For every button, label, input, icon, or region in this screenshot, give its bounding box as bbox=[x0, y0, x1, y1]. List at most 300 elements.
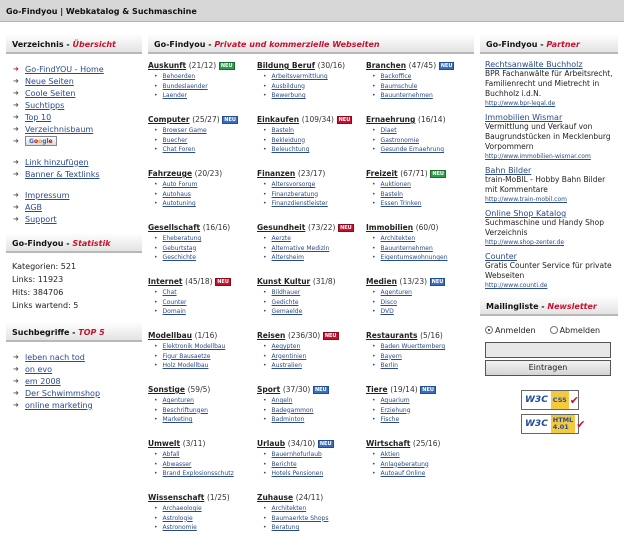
search-term-item bbox=[13, 375, 142, 387]
new-badge-icon: NEU bbox=[314, 387, 327, 393]
subcategory-item bbox=[154, 460, 251, 470]
subcategory-link[interactable]: Figur Bausaetze bbox=[162, 352, 211, 360]
category-block bbox=[257, 493, 360, 547]
subcategory-link[interactable]: Disco bbox=[380, 298, 397, 306]
search-term-link[interactable]: online marketing bbox=[25, 400, 93, 410]
radio-subscribe-label: Anmelden bbox=[495, 325, 536, 335]
search-term-link[interactable]: em 2008 bbox=[25, 376, 61, 386]
subcategory-item bbox=[263, 514, 360, 524]
arrow-right-icon: ➜ bbox=[13, 158, 19, 166]
subcategory-item bbox=[263, 307, 360, 317]
subcategory-link[interactable]: Autohaus bbox=[162, 190, 191, 198]
nav-link[interactable]: Neue Seiten bbox=[25, 76, 74, 86]
directory-header: Go-Findyou - Private und kommerzielle Webseiten bbox=[148, 34, 474, 54]
partner-entry bbox=[485, 60, 618, 108]
category-count: (30/16) bbox=[317, 61, 346, 70]
subcategory-link[interactable]: Bundeslaender bbox=[162, 82, 208, 90]
arrow-right-icon: ➜ bbox=[13, 137, 19, 145]
subcategory-link[interactable]: Baumaerkte Shops bbox=[271, 514, 329, 522]
subcategory-link[interactable]: Fische bbox=[380, 416, 400, 423]
subcategory-item bbox=[263, 136, 360, 146]
subcategory-link[interactable]: Baumschule bbox=[380, 82, 418, 90]
arrow-right-icon: ➜ bbox=[13, 170, 19, 178]
new-badge-icon: NEU bbox=[432, 171, 444, 177]
category-link[interactable]: Computer bbox=[148, 115, 190, 124]
subcategory-list bbox=[148, 504, 251, 533]
nav-item bbox=[13, 123, 142, 135]
category-title bbox=[257, 331, 360, 342]
subcategory-item bbox=[263, 460, 360, 470]
subcategory-link[interactable]: Angeln bbox=[271, 397, 293, 404]
category-count: (67/71) bbox=[400, 169, 428, 178]
subcategory-link[interactable]: Australien bbox=[271, 362, 302, 369]
subcategory-list bbox=[148, 126, 251, 155]
main-nav bbox=[6, 54, 142, 225]
partner-entry bbox=[485, 166, 618, 204]
new-badge-icon: NEU bbox=[324, 333, 337, 339]
subcategory-item bbox=[154, 136, 251, 146]
subcategory-item bbox=[372, 180, 469, 190]
subcategory-list bbox=[257, 450, 360, 479]
category-title bbox=[366, 61, 469, 72]
partner-url-link[interactable]: http://www.immobilien-wismar.com bbox=[485, 153, 591, 160]
subcategory-link[interactable]: Marketing bbox=[162, 416, 193, 423]
category-title bbox=[366, 277, 469, 288]
subcategory-link[interactable]: Agenturen bbox=[380, 289, 412, 296]
subcategory-item bbox=[263, 244, 360, 254]
subcategory-link[interactable]: Chat bbox=[162, 289, 177, 296]
subcategory-link[interactable]: Gemaelde bbox=[271, 308, 303, 315]
subcategory-link[interactable]: Bekleidung bbox=[271, 136, 306, 144]
subcategory-link[interactable]: Geburtstag bbox=[162, 244, 197, 252]
category-block bbox=[366, 115, 469, 169]
subcategory-link[interactable]: Architekten bbox=[380, 235, 416, 242]
subcategory-link[interactable]: Bauunternehmen bbox=[380, 92, 433, 99]
spacer bbox=[13, 180, 142, 189]
new-badge-icon: NEU bbox=[422, 387, 434, 393]
category-link[interactable]: Branchen bbox=[366, 61, 407, 70]
right-sidebar bbox=[480, 34, 618, 434]
partner-entry bbox=[485, 252, 618, 290]
subcategory-item bbox=[154, 180, 251, 190]
category-block bbox=[148, 385, 251, 439]
partner-url bbox=[485, 195, 618, 204]
category-link[interactable]: Immobilien bbox=[366, 223, 414, 232]
radio-unsubscribe-label: Abmelden bbox=[559, 325, 601, 335]
newsletter-email-input[interactable] bbox=[485, 342, 611, 358]
subcategory-list bbox=[148, 180, 251, 209]
nav-link[interactable]: Top 10 bbox=[25, 112, 52, 122]
category-link[interactable]: Internet bbox=[148, 277, 183, 286]
subcategory-link[interactable]: Basteln bbox=[380, 190, 403, 198]
category-link[interactable]: Tiere bbox=[366, 385, 388, 394]
nav-link[interactable]: Banner & Textlinks bbox=[25, 169, 100, 179]
category-link[interactable]: Kunst Kultur bbox=[257, 277, 311, 286]
subcategory-item bbox=[263, 469, 360, 479]
nav-link[interactable]: Go-FindYOU - Home bbox=[25, 64, 104, 74]
subcategory-link[interactable]: Bayern bbox=[380, 352, 402, 360]
nav-link[interactable]: Suchtipps bbox=[25, 100, 65, 110]
nav-item bbox=[13, 63, 142, 75]
partner-title-link[interactable]: Rechtsanwälte Buchholz bbox=[485, 60, 583, 69]
category-title bbox=[148, 385, 251, 396]
subcategory-item bbox=[263, 82, 360, 92]
category-link[interactable]: Finanzen bbox=[257, 169, 296, 178]
partner-url-link[interactable]: http://www.counti.de bbox=[485, 282, 548, 289]
subcategory-link[interactable]: Baden Wuerttemberg bbox=[380, 343, 446, 350]
subcategory-item bbox=[263, 298, 360, 308]
subcategory-link[interactable]: Autotuning bbox=[162, 200, 196, 207]
category-title bbox=[148, 439, 251, 450]
subcategory-item bbox=[154, 126, 251, 136]
subcategory-link[interactable]: Archaeologie bbox=[162, 505, 202, 512]
category-count: (25/16) bbox=[412, 439, 441, 448]
subcategory-link[interactable]: Finanzdienstleister bbox=[271, 200, 328, 207]
arrow-right-icon: ➜ bbox=[13, 89, 19, 97]
subcategory-list bbox=[148, 288, 251, 317]
subcategory-link[interactable]: Backoffice bbox=[380, 73, 412, 80]
subcategory-link[interactable]: Buecher bbox=[162, 136, 188, 144]
search-term-link[interactable]: leben nach tod bbox=[25, 352, 85, 362]
subcategory-link[interactable]: Essen Trinken bbox=[380, 200, 422, 207]
subcategory-item bbox=[154, 199, 251, 209]
subcategory-link[interactable]: Berichte bbox=[271, 460, 297, 468]
statistics bbox=[6, 253, 142, 314]
subcategory-link[interactable]: Bildhauer bbox=[271, 289, 301, 296]
subcategory-item bbox=[154, 298, 251, 308]
radio-unsubscribe[interactable] bbox=[550, 326, 558, 334]
subcategory-list bbox=[148, 450, 251, 479]
subcategory-link[interactable]: Chat Foren bbox=[162, 146, 196, 153]
subcategory-list bbox=[366, 450, 469, 479]
subcategory-item bbox=[154, 288, 251, 298]
subcategory-link[interactable]: Aegypten bbox=[271, 343, 301, 350]
category-link[interactable]: Gesellschaft bbox=[148, 223, 201, 232]
subcategory-item bbox=[372, 199, 469, 209]
arrow-right-icon: ➜ bbox=[13, 365, 19, 373]
category-directory bbox=[148, 34, 474, 547]
nav-link[interactable]: AGB bbox=[25, 202, 43, 212]
category-link[interactable]: Wissenschaft bbox=[148, 493, 205, 502]
subcategory-link[interactable]: Bauernhofurlaub bbox=[271, 451, 322, 458]
subcategory-item bbox=[154, 244, 251, 254]
subcategory-link[interactable]: Abfall bbox=[162, 451, 180, 458]
subcategory-item bbox=[372, 450, 469, 460]
subcategory-item bbox=[372, 396, 469, 406]
category-title bbox=[148, 169, 251, 180]
category-title bbox=[257, 277, 360, 288]
nav-link[interactable]: Support bbox=[25, 214, 57, 224]
subcategory-link[interactable]: Argentinien bbox=[271, 352, 307, 360]
subcategory-item bbox=[263, 523, 360, 533]
subcategory-link[interactable]: Gastronomie bbox=[380, 136, 420, 144]
subcategory-item bbox=[263, 126, 360, 136]
subcategory-link[interactable]: Elektronik Modellbau bbox=[162, 343, 226, 350]
subcategory-link[interactable]: Bewerbung bbox=[271, 92, 306, 99]
category-link[interactable]: Medien bbox=[366, 277, 397, 286]
subcategory-item bbox=[154, 342, 251, 352]
category-count: (24/11) bbox=[295, 493, 324, 502]
subcategory-list bbox=[148, 72, 251, 101]
subcategory-link[interactable]: Browser Game bbox=[162, 127, 207, 134]
category-count: (1/16) bbox=[194, 331, 218, 340]
newsletter-submit-button[interactable]: Eintragen bbox=[485, 360, 611, 376]
subcategory-link[interactable]: Erziehung bbox=[380, 406, 411, 414]
category-link[interactable]: Sonstige bbox=[148, 385, 185, 394]
subcategory-item bbox=[263, 361, 360, 371]
partner-entry bbox=[485, 209, 618, 247]
subcategory-link[interactable]: Domain bbox=[162, 308, 186, 315]
category-link[interactable]: Ernaehrung bbox=[366, 115, 416, 124]
nav-item bbox=[13, 189, 142, 201]
left-sidebar bbox=[6, 34, 142, 411]
category-link[interactable]: Reisen bbox=[257, 331, 286, 340]
subcategory-link[interactable]: Gedichte bbox=[271, 298, 299, 306]
category-count: (16/14) bbox=[418, 115, 446, 124]
new-badge-icon: NEU bbox=[431, 279, 444, 285]
subcategory-list bbox=[366, 234, 469, 263]
arrow-right-icon: ➜ bbox=[13, 191, 19, 199]
subcategory-link[interactable]: Geschichte bbox=[162, 254, 196, 261]
subcategory-link[interactable]: Basteln bbox=[271, 127, 294, 134]
subcategory-link[interactable]: Anlageberatung bbox=[380, 460, 429, 468]
category-link[interactable]: Urlaub bbox=[257, 439, 286, 448]
nav-item bbox=[13, 75, 142, 87]
subcategory-link[interactable]: Counter bbox=[162, 298, 187, 306]
subcategory-link[interactable]: Autoauf Online bbox=[380, 470, 426, 477]
subcategory-item bbox=[154, 91, 251, 101]
subcategory-link[interactable]: Behoerden bbox=[162, 73, 196, 80]
partner-title-link[interactable]: Counter bbox=[485, 252, 517, 261]
subcategory-link[interactable]: Beleuchtung bbox=[271, 146, 310, 153]
subcategory-item bbox=[372, 234, 469, 244]
category-block bbox=[257, 61, 360, 115]
partner-title-link[interactable]: Immobilien Wismar bbox=[485, 113, 563, 122]
partner-entry bbox=[485, 113, 618, 161]
new-badge-icon: NEU bbox=[440, 63, 453, 69]
partner-description: Gratis Counter Service für private Webseiten bbox=[485, 261, 612, 280]
category-link[interactable]: Fahrzeuge bbox=[148, 169, 193, 178]
category-count: (5/16) bbox=[420, 331, 443, 340]
category-block bbox=[366, 331, 469, 385]
partner-header: Go-Findyou - Partner bbox=[480, 34, 618, 54]
verzeichnis-header: Verzeichnis - Übersicht bbox=[6, 34, 142, 54]
category-title bbox=[257, 385, 360, 396]
search-term-item bbox=[13, 399, 142, 411]
subcategory-link[interactable]: Eigentumswohnungen bbox=[380, 254, 448, 261]
subcategory-link[interactable]: Architekten bbox=[271, 505, 307, 512]
subcategory-item bbox=[154, 504, 251, 514]
subcategory-list bbox=[366, 180, 469, 209]
subcategory-link[interactable]: Abwasser bbox=[162, 460, 192, 468]
radio-subscribe[interactable] bbox=[485, 326, 493, 334]
subcategory-link[interactable]: Holz Modellbau bbox=[162, 362, 209, 369]
subcategory-link[interactable]: Auktionen bbox=[380, 181, 411, 188]
category-block bbox=[148, 277, 251, 331]
subcategory-link[interactable]: Berlin bbox=[380, 362, 398, 369]
category-count: (3/11) bbox=[182, 439, 206, 448]
subcategory-link[interactable]: Auto Forum bbox=[162, 181, 198, 188]
subcategory-item bbox=[263, 253, 360, 263]
category-link[interactable]: Bildung Beruf bbox=[257, 61, 315, 70]
subcategory-link[interactable]: Badminton bbox=[271, 416, 305, 423]
subcategory-list bbox=[366, 342, 469, 371]
subcategory-item bbox=[154, 253, 251, 263]
subcategory-item bbox=[263, 91, 360, 101]
arrow-right-icon: ➜ bbox=[13, 101, 19, 109]
subcategory-item bbox=[263, 352, 360, 362]
new-badge-icon: NEU bbox=[319, 441, 332, 447]
subcategory-list bbox=[257, 180, 360, 209]
category-block bbox=[366, 385, 469, 439]
subcategory-link[interactable]: Altersvorsorge bbox=[271, 181, 316, 188]
newsletter-radio-group bbox=[485, 324, 618, 336]
partner-url-link[interactable]: http://www.train-mobil.com bbox=[485, 196, 567, 203]
category-block bbox=[257, 385, 360, 439]
subcategory-item bbox=[154, 523, 251, 533]
arrow-right-icon: ➜ bbox=[13, 77, 19, 85]
w3c-css-badge[interactable]: W3C CSS ✔ bbox=[521, 390, 579, 410]
category-count: (109/34) bbox=[301, 115, 334, 124]
subcategory-link[interactable]: Beschriftungen bbox=[162, 406, 208, 414]
category-link[interactable]: Wirtschaft bbox=[366, 439, 411, 448]
category-link[interactable]: Freizeit bbox=[366, 169, 398, 178]
subcategory-link[interactable]: Laender bbox=[162, 92, 188, 99]
category-block bbox=[257, 223, 360, 277]
arrow-right-icon: ➜ bbox=[13, 353, 19, 361]
category-link[interactable]: Restaurants bbox=[366, 331, 418, 340]
subcategory-link[interactable]: Alternative Medizin bbox=[271, 244, 330, 252]
partner-description: Vermittlung und Verkauf von Baugrundstücken in Mecklenburg Vorpommern bbox=[485, 122, 611, 151]
nav-link[interactable]: Coole Seiten bbox=[25, 88, 76, 98]
subcategory-list bbox=[257, 342, 360, 371]
category-link[interactable]: Modellbau bbox=[148, 331, 192, 340]
category-count: (45/18) bbox=[185, 277, 213, 286]
arrow-right-icon: ➜ bbox=[13, 389, 19, 397]
subcategory-link[interactable]: DVD bbox=[380, 308, 394, 315]
category-link[interactable]: Zuhause bbox=[257, 493, 294, 502]
subcategory-item bbox=[263, 190, 360, 200]
category-title bbox=[366, 223, 469, 234]
subcategory-item bbox=[263, 180, 360, 190]
category-link[interactable]: Auskunft bbox=[148, 61, 187, 70]
w3c-html-badge[interactable]: W3C HTML 4.01 ✔ bbox=[521, 414, 579, 434]
category-block bbox=[366, 277, 469, 331]
stat-line: Kategorien: 521 bbox=[12, 262, 77, 271]
category-title bbox=[257, 61, 360, 72]
category-title bbox=[148, 331, 251, 342]
category-count: (20/23) bbox=[194, 169, 223, 178]
partner-url-link[interactable]: http://www.shop-zenter.de bbox=[485, 239, 565, 246]
subcategory-link[interactable]: Arbeitsvermittlung bbox=[271, 73, 328, 80]
stat-line: Hits: 384706 bbox=[12, 288, 64, 297]
subcategory-item bbox=[372, 460, 469, 470]
category-count: (19/14) bbox=[390, 385, 418, 394]
nav-item bbox=[13, 213, 142, 225]
subcategory-item bbox=[154, 145, 251, 155]
subcategory-list bbox=[257, 396, 360, 425]
subcategory-list bbox=[148, 342, 251, 371]
spacer bbox=[13, 147, 142, 156]
subcategory-item bbox=[372, 352, 469, 362]
category-title bbox=[148, 61, 251, 72]
search-term-item bbox=[13, 363, 142, 375]
subcategory-link[interactable]: Astrologie bbox=[162, 514, 193, 522]
category-block bbox=[148, 439, 251, 493]
subcategory-link[interactable]: Aktien bbox=[380, 451, 400, 458]
category-title bbox=[148, 115, 251, 126]
category-link[interactable]: Einkaufen bbox=[257, 115, 300, 124]
subcategory-link[interactable]: Diaet bbox=[380, 127, 397, 134]
search-term-link[interactable]: Der Schwimmshop bbox=[25, 388, 101, 398]
category-link[interactable]: Gesundheit bbox=[257, 223, 306, 232]
nav-item bbox=[13, 99, 142, 111]
arrow-right-icon: ➜ bbox=[13, 125, 19, 133]
subcategory-link[interactable]: Brand Explosionsschutz bbox=[162, 470, 234, 477]
subcategory-list bbox=[148, 234, 251, 263]
subcategory-link[interactable]: Agenturen bbox=[162, 397, 194, 404]
subcategory-item bbox=[263, 72, 360, 82]
subcategory-item bbox=[154, 450, 251, 460]
subcategory-item bbox=[154, 361, 251, 371]
category-block bbox=[257, 115, 360, 169]
category-block bbox=[148, 115, 251, 169]
partner-title-link[interactable]: Online Shop Katalog bbox=[485, 209, 567, 218]
partner-url-link[interactable]: http://www.bpr-legal.de bbox=[485, 100, 556, 107]
category-count: (60/0) bbox=[415, 223, 439, 232]
category-block bbox=[148, 331, 251, 385]
category-link[interactable]: Sport bbox=[257, 385, 281, 394]
partner-description: Suchmaschine und Handy Shop Verzeichnis bbox=[485, 218, 605, 237]
nav-link[interactable]: Verzeichnisbaum bbox=[25, 124, 94, 134]
subcategory-item bbox=[154, 469, 251, 479]
arrow-right-icon: ➜ bbox=[13, 401, 19, 409]
google-search-button[interactable]: Google bbox=[25, 136, 57, 146]
nav-link[interactable]: Impressum bbox=[25, 190, 70, 200]
subcategory-link[interactable]: Ausbildung bbox=[271, 82, 305, 90]
subcategory-list bbox=[257, 72, 360, 101]
subcategory-link[interactable]: Badegammon bbox=[271, 406, 314, 414]
category-count: (34/10) bbox=[287, 439, 316, 448]
partner-description: BPR Fachanwälte für Arbeitsrecht, Familienrecht und Mietrecht in Buchholz i.d.N. bbox=[485, 69, 613, 98]
subcategory-link[interactable]: Astronomie bbox=[162, 524, 197, 531]
category-block bbox=[148, 61, 251, 115]
subcategory-link[interactable]: Eheberatung bbox=[162, 235, 202, 242]
subcategory-link[interactable]: Altersheim bbox=[271, 254, 304, 261]
arrow-right-icon: ➜ bbox=[13, 215, 19, 223]
category-count: (1/25) bbox=[206, 493, 230, 502]
category-title bbox=[366, 331, 469, 342]
subcategory-link[interactable]: Bauunternehmen bbox=[380, 244, 433, 252]
partner-title-link[interactable]: Bahn Bilder bbox=[485, 166, 532, 175]
subcategory-item bbox=[154, 307, 251, 317]
top-search-terms bbox=[6, 342, 142, 411]
subcategory-link[interactable]: Beratung bbox=[271, 524, 300, 531]
subcategory-link[interactable]: Hotels Pensionen bbox=[271, 470, 324, 477]
subcategory-link[interactable]: Finanzberatung bbox=[271, 190, 319, 198]
search-term-link[interactable]: on evo bbox=[25, 364, 53, 374]
google-search-item bbox=[13, 135, 142, 147]
subcategory-item bbox=[263, 145, 360, 155]
subcategory-item bbox=[154, 190, 251, 200]
category-link[interactable]: Umwelt bbox=[148, 439, 181, 448]
nav-link[interactable]: Link hinzufügen bbox=[25, 157, 89, 167]
subcategory-link[interactable]: Gesunde Ernaehrung bbox=[380, 146, 445, 153]
category-block bbox=[366, 223, 469, 277]
subcategory-link[interactable]: Aquarium bbox=[380, 397, 410, 404]
nav-item bbox=[13, 111, 142, 123]
subcategory-link[interactable]: Aerzte bbox=[271, 235, 291, 242]
